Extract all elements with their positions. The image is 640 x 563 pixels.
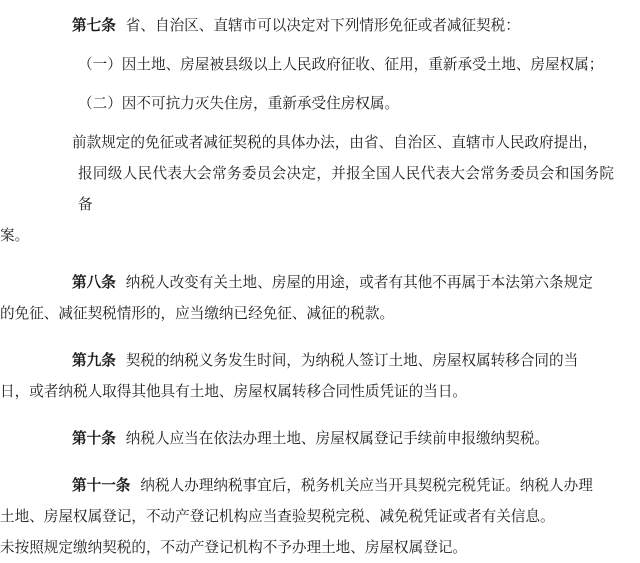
article-9-label: 第九条 — [72, 352, 116, 369]
article-8-label: 第八条 — [72, 274, 116, 291]
article-7-item-2: （二）因不可抗力灭失住房，重新承受住房权属。 — [78, 95, 400, 112]
article-8-line-1: 第八条 纳税人改变有关土地、房屋的用途，或者有其他不再属于本法第六条规定 — [72, 274, 593, 291]
article-11-line-2: 土地、房屋权属登记，不动产登记机构应当查验契税完税、减免税凭证或者有关信息。 — [0, 508, 555, 525]
article-11-label: 第十一条 — [72, 477, 131, 494]
article-11-line-3: 未按照规定缴纳契税的，不动产登记机构不予办理土地、房屋权属登记。 — [0, 539, 468, 556]
article-9-line-2: 日，或者纳税人取得其他具有土地、房屋权属转移合同性质凭证的当日。 — [0, 383, 468, 400]
article-10-label: 第十条 — [72, 430, 116, 447]
article-7-note-line-3: 案。 — [0, 227, 30, 244]
article-7-item-1: （一）因土地、房屋被县级以上人民政府征收、征用，重新承受土地、房屋权属； — [78, 56, 604, 73]
article-7-text: 省、自治区、直辖市可以决定对下列情形免征或者减征契税： — [125, 17, 520, 34]
article-11-line-1: 第十一条 纳税人办理纳税事宜后，税务机关应当开具契税完税凭证。纳税人办理 — [72, 477, 593, 494]
article-7-label: 第七条 — [72, 17, 116, 34]
article-7-note-line-2: 报同级人民代表大会常务委员会决定，并报全国人民代表大会常务委员会和国务院备 — [78, 165, 614, 213]
article-7-note-line-1: 前款规定的免征或者减征契税的具体办法，由省、自治区、直辖市人民政府提出， — [72, 134, 598, 151]
article-9-line-1: 第九条 契税的纳税义务发生时间，为纳税人签订土地、房屋权属转移合同的当 — [72, 352, 579, 369]
article-10-line: 第十条 纳税人应当在依法办理土地、房屋权属登记手续前申报缴纳契税。 — [72, 430, 550, 447]
article-8-line-2: 的免征、减征契税情形的，应当缴纳已经免征、减征的税款。 — [0, 305, 395, 322]
article-7-heading — [72, 10, 614, 41]
